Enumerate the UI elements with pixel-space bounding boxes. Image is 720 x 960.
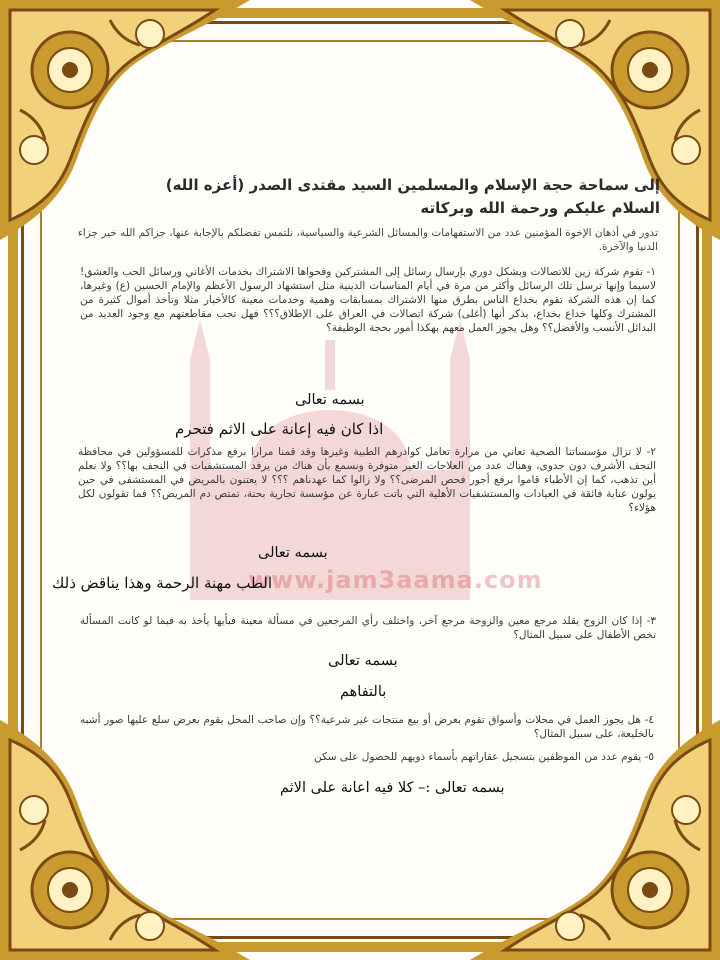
- question-1: ١- تقوم شركة زين للاتصالات وبشكل دوري بإرسال رسائل إلى المشتركين وفحواها الاشتراك بخدمات الأغاني ورسائل الحب والعشق! لاسيما وإنها ترسل تلك الرسائل وأكثر من مرة في أيام المناسبات الدينية مثل استشهاد الرسول الأعظم والإمام الحسين (ع) وغيرها، كما إن هذه الشركة تقوم بخداع الناس بطرق منها الاشتراك بمسابقات وهمية وخدمات معينة كالأخبار مثلا وتأخذ أموال كثيرة من المشترك وكلها خداع بخداع، يذكر أنها (أغلى) شركة اتصالات في العراق على الإطلاق؟؟؟ فهل تجب مقاطعتهم مع وجود العديد من البدائل الأنسب والأفضل؟؟ وهل يجوز العمل معهم بهكذا أمور بحجة الوظيفة؟: [80, 266, 656, 334]
- answer-2-heading: بسمه تعالى: [258, 545, 328, 561]
- letter-intro: تدور في أذهان الإخوة المؤمنين عدد من الاستفهامات والمسائل الشرعية والسياسية، نلتمس تفضلكم بالإجابة عنها، جزاكم الله خير جزاء الدنيا والآخرة.: [77, 227, 658, 253]
- letter-greeting: السلام عليكم ورحمة الله وبركاته: [420, 199, 660, 217]
- letter-salutation: إلى سماحة حجة الإسلام والمسلمين السيد مقتدى الصدر (أعزه الله): [165, 176, 660, 194]
- question-2: ٢- لا تزال مؤسساتنا الصحية تعاني من مرارة تعامل كوادرهم الطبية وغيرها وقد قمنا مرارا برفع مذكرات للمسؤولين في محافظة النجف الأشرف دون جدوى، وهناك عدد من العلاجات الغير متوفرة ونسمع بأن هناك من يرفد المستشفيات في النجف بها؟؟ ولا نعلم أين تذهب، كما إن الأطباء قاموا برفع أجور فحص المرضى؟؟ ولا زالوا كما عهدناهم ؟؟؟ لا يعتنون بالمريض في المستشفى في حين يولون عناية فائقة في العيادات والمستشفيات الأهلية التي باتت عبارة عن مؤسسة تجارية بحتة، تمتص دم المريض؟؟ فما تقولون لكل هؤلاء؟: [78, 446, 656, 514]
- question-4: ٤- هل يجوز العمل في محلات وأسواق تقوم بعرض أو بيع منتجات غير شرعية؟؟ وإن صاحب المحل يقوم بعرض سلع عليها صور أشبه بالخليعة، على سبيل المثال؟: [80, 714, 654, 740]
- question-3: ٣- إذا كان الزوج يقلد مرجع معين والزوجة مرجع آخر، واختلف رأي المرجعين في مسألة معينة فبأيها يأخذ به فيما لو كانت المسألة تخص الأطفال على سبيل المثال؟: [80, 615, 656, 641]
- watermark-site-text: www.jam3aama.com: [248, 566, 543, 594]
- answer-3-text: بالتفاهم: [340, 684, 387, 700]
- answer-2-text: الطب مهنة الرحمة وهذا يناقض ذلك: [52, 574, 273, 592]
- question-5: ٥- يقوم عدد من الموظفين بتسجيل عقاراتهم بأسماء ذويهم للحصول على سكن: [314, 751, 654, 763]
- answer-1-text: اذا كان فيه إعانة على الاثم فتحرم: [175, 420, 384, 438]
- answer-4-text: بسمه تعالى :– كلا فيه اعانة على الاثم: [280, 780, 505, 796]
- answer-1-heading: بسمه تعالى: [295, 392, 365, 408]
- answer-3-heading: بسمه تعالى: [328, 653, 398, 669]
